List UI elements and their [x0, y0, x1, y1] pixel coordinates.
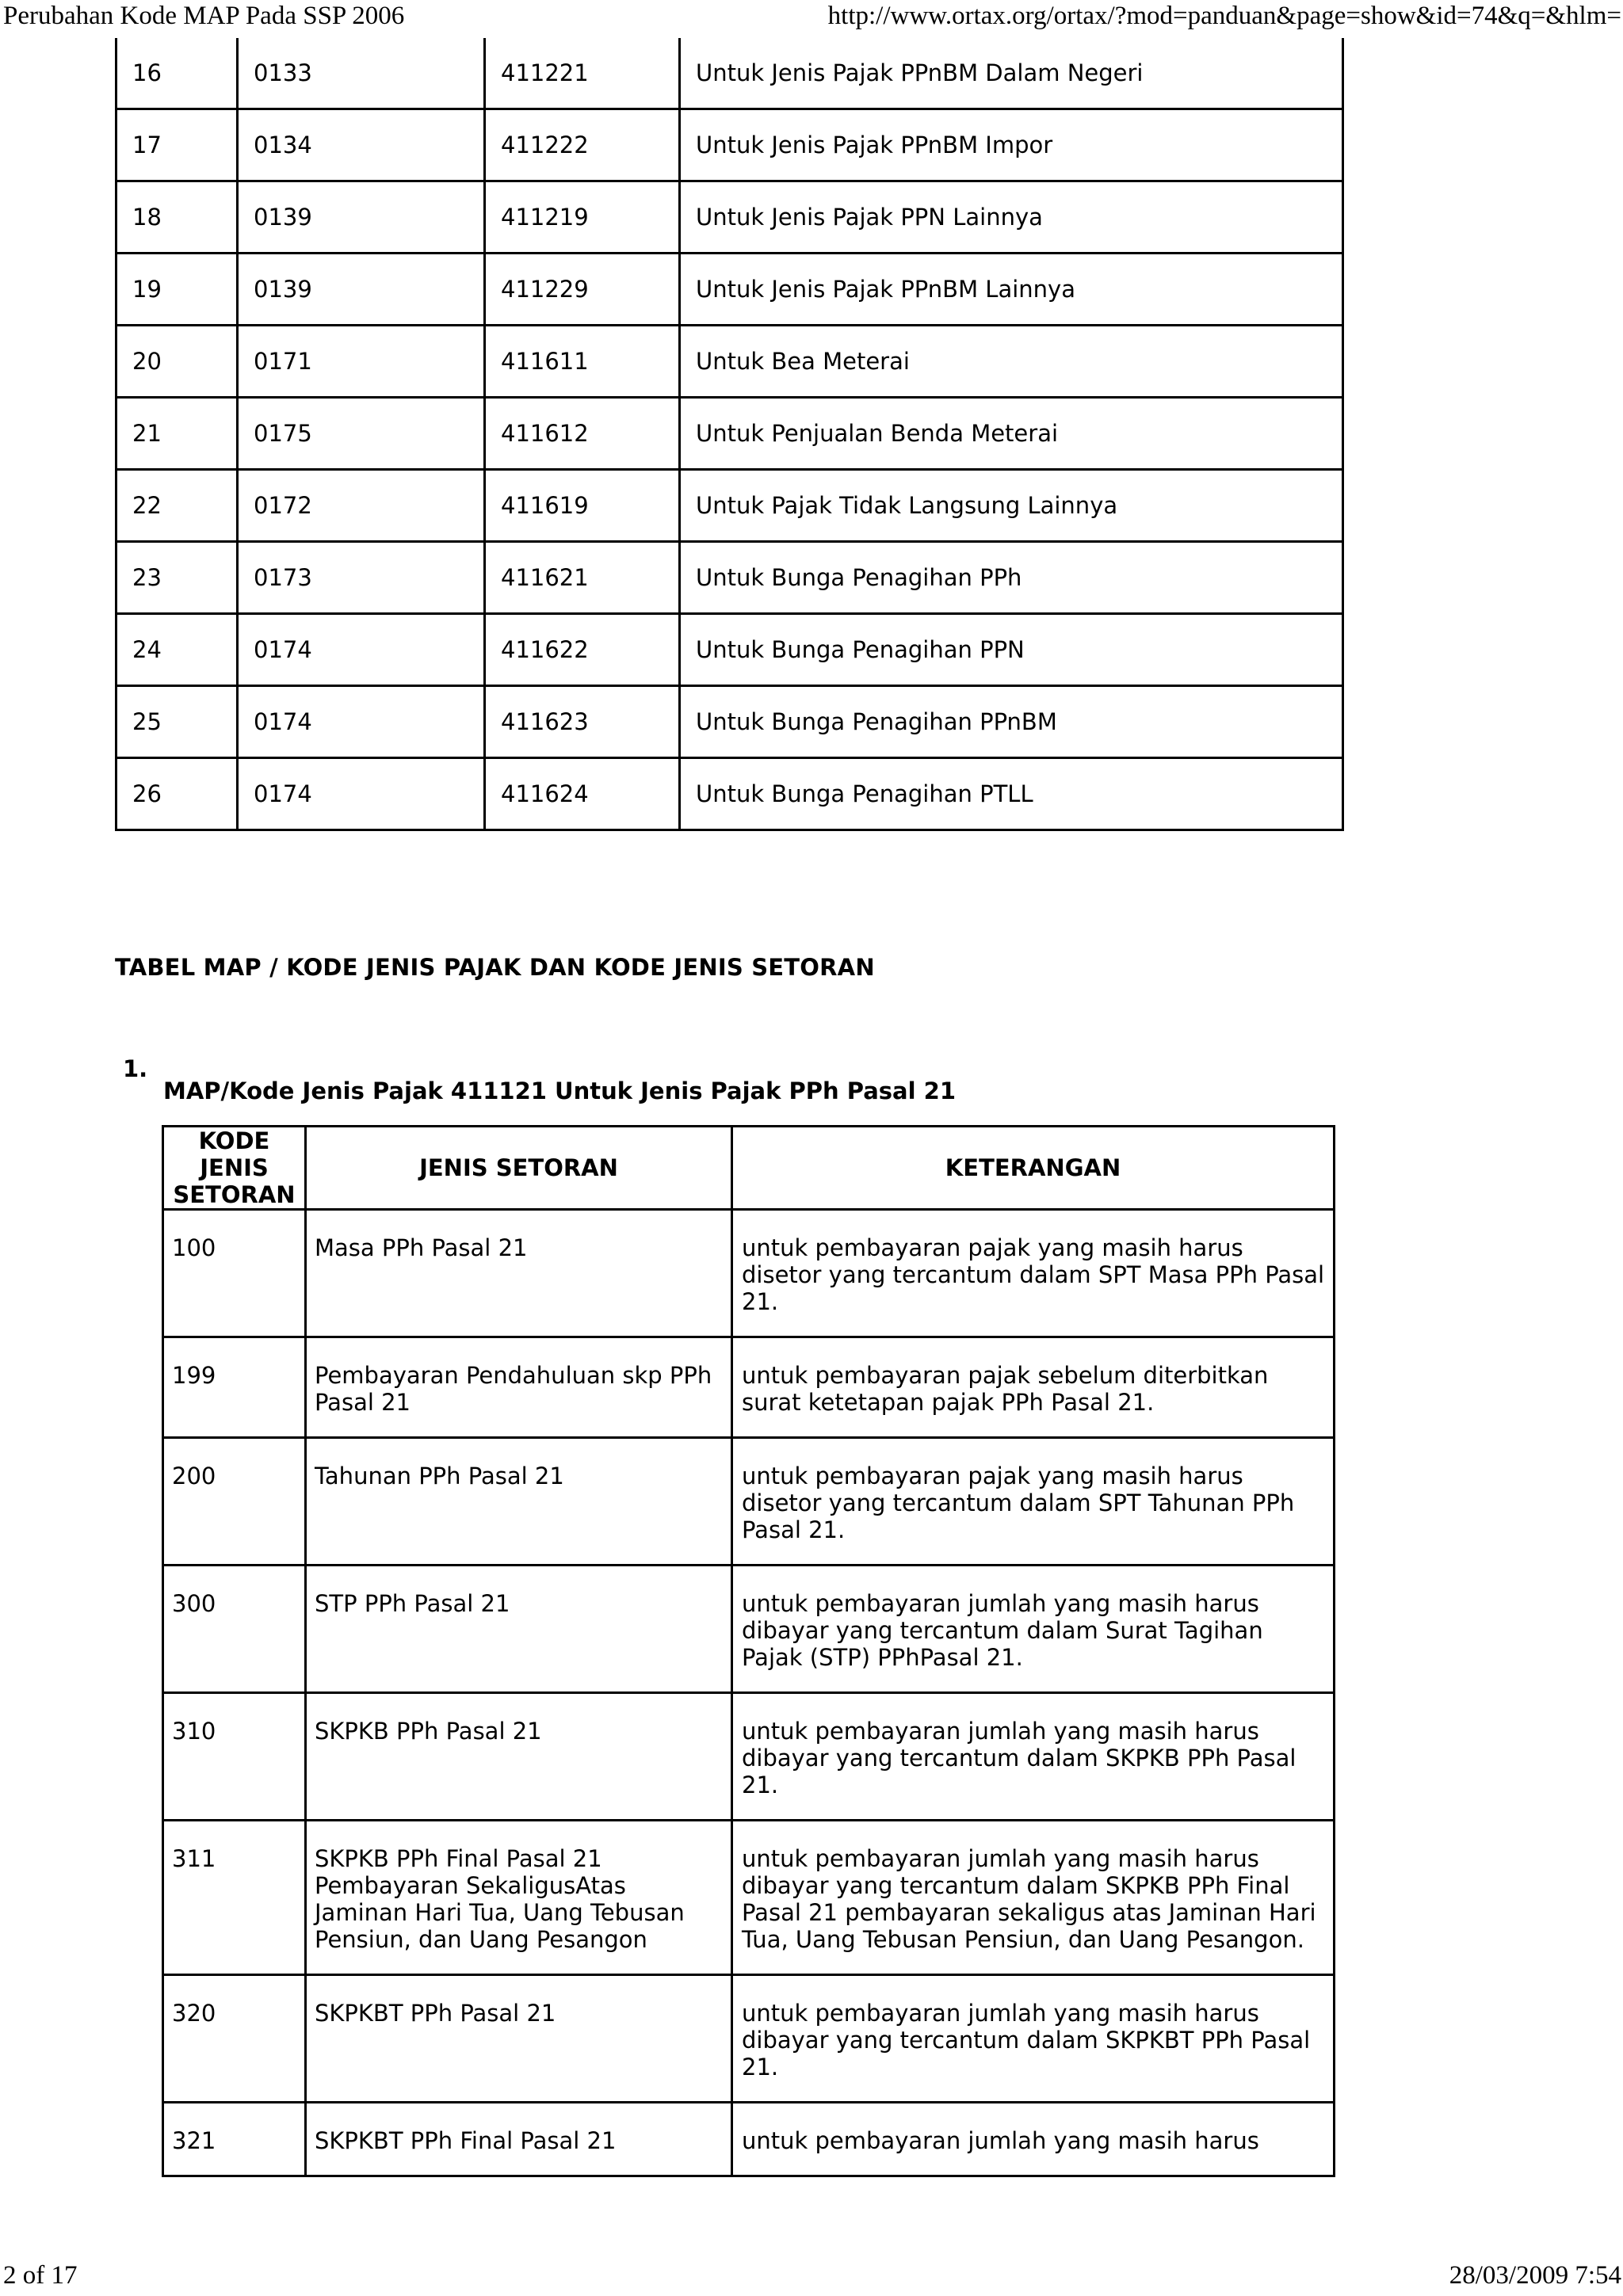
table-row [163, 1975, 1335, 2103]
cell-kode-akun: 0175 [238, 398, 485, 470]
cell-kode-map: 411222 [485, 109, 680, 181]
cell-row-number: 16 [116, 38, 238, 109]
table-row [163, 1693, 1335, 1821]
setoran-table-container [162, 1125, 1335, 2203]
cell-keterangan: untuk pembayaran jumlah yang masih harus dibayar yang tercantum dalam SKPKBT PPh Pasal 21. [732, 1975, 1335, 2103]
cell-kode-akun: 0174 [238, 686, 485, 758]
table-row [116, 38, 1343, 109]
cell-keterangan: untuk pembayaran pajak yang masih harus disetor yang tercantum dalam SPT Tahunan PPh Pasal 21. [732, 1438, 1335, 1566]
cell-keterangan: Untuk Bunga Penagihan PTLL [680, 758, 1343, 830]
cell-keterangan: untuk pembayaran jumlah yang masih harus dibayar yang tercantum dalam SKPKB PPh Pasal 21. [732, 1693, 1335, 1821]
table-row [163, 1337, 1335, 1438]
header-keterangan: KETERANGAN [732, 1127, 1335, 1210]
cell-keterangan: untuk pembayaran jumlah yang masih harus dibayar yang tercantum dalam SKPKB PPh Final Pasal 21 pembayaran sekaligus atas Jaminan Hari Tua, Uang Tebusan Pensiun, dan Uang Pesangon. [732, 1821, 1335, 1975]
cell-kode-map: 411624 [485, 758, 680, 830]
setoran-table-header [163, 1127, 1335, 1210]
cell-keterangan: Untuk Penjualan Benda Meterai [680, 398, 1343, 470]
cell-kode-akun: 0133 [238, 38, 485, 109]
page-header-url: http://www.ortax.org/ortax/?mod=panduan&page=show&id=74&q=&hlm= [827, 2, 1621, 30]
map-table-container [115, 59, 1343, 881]
cell-row-number: 21 [116, 398, 238, 470]
header-kode-jenis-setoran: KODE JENIS SETORAN [163, 1127, 306, 1210]
page-footer-page-number: 2 of 17 [3, 2261, 78, 2290]
table-row [116, 686, 1343, 758]
cell-kode-jenis-setoran: 310 [163, 1693, 306, 1821]
cell-keterangan: untuk pembayaran pajak yang masih harus disetor yang tercantum dalam SPT Masa PPh Pasal 21. [732, 1210, 1335, 1337]
cell-kode-jenis-setoran: 199 [163, 1337, 306, 1438]
table-row [116, 470, 1343, 542]
cell-kode-akun: 0139 [238, 254, 485, 326]
cell-jenis-setoran: Tahunan PPh Pasal 21 [306, 1438, 732, 1566]
table-row [163, 1566, 1335, 1693]
table-row [116, 542, 1343, 614]
cell-row-number: 22 [116, 470, 238, 542]
page-header-title: Perubahan Kode MAP Pada SSP 2006 [3, 2, 405, 30]
cell-keterangan: Untuk Jenis Pajak PPN Lainnya [680, 181, 1343, 254]
cell-kode-map: 411621 [485, 542, 680, 614]
cell-keterangan: Untuk Bunga Penagihan PPnBM [680, 686, 1343, 758]
cell-kode-jenis-setoran: 311 [163, 1821, 306, 1975]
map-table [115, 38, 1344, 831]
cell-keterangan: Untuk Jenis Pajak PPnBM Impor [680, 109, 1343, 181]
cell-kode-map: 411611 [485, 326, 680, 398]
cell-keterangan: Untuk Jenis Pajak PPnBM Dalam Negeri [680, 38, 1343, 109]
table-row [116, 758, 1343, 830]
table-row [116, 109, 1343, 181]
cell-kode-akun: 0172 [238, 470, 485, 542]
list-item-title: MAP/Kode Jenis Pajak 411121 Untuk Jenis Pajak PPh Pasal 21 [163, 1077, 957, 1104]
section-title: TABEL MAP / KODE JENIS PAJAK DAN KODE JENIS SETORAN [115, 954, 875, 981]
cell-row-number: 17 [116, 109, 238, 181]
cell-kode-map: 411229 [485, 254, 680, 326]
table-row [163, 2103, 1335, 2176]
cell-row-number: 25 [116, 686, 238, 758]
cell-row-number: 24 [116, 614, 238, 686]
table-row [116, 254, 1343, 326]
cell-keterangan: Untuk Bea Meterai [680, 326, 1343, 398]
cell-keterangan: Untuk Jenis Pajak PPnBM Lainnya [680, 254, 1343, 326]
table-row [116, 398, 1343, 470]
cell-row-number: 23 [116, 542, 238, 614]
header-jenis-setoran: JENIS SETORAN [306, 1127, 732, 1210]
cell-kode-akun: 0171 [238, 326, 485, 398]
cell-kode-akun: 0174 [238, 758, 485, 830]
table-row [163, 1438, 1335, 1566]
table-row [116, 614, 1343, 686]
page-footer-timestamp: 28/03/2009 7:54 [1449, 2261, 1621, 2290]
cell-kode-jenis-setoran: 100 [163, 1210, 306, 1337]
cell-kode-jenis-setoran: 200 [163, 1438, 306, 1566]
cell-keterangan: Untuk Pajak Tidak Langsung Lainnya [680, 470, 1343, 542]
cell-kode-akun: 0174 [238, 614, 485, 686]
cell-keterangan: untuk pembayaran pajak sebelum diterbitkan surat ketetapan pajak PPh Pasal 21. [732, 1337, 1335, 1438]
cell-kode-map: 411612 [485, 398, 680, 470]
cell-keterangan: Untuk Bunga Penagihan PPN [680, 614, 1343, 686]
cell-jenis-setoran: SKPKBT PPh Pasal 21 [306, 1975, 732, 2103]
cell-jenis-setoran: SKPKB PPh Pasal 21 [306, 1693, 732, 1821]
cell-row-number: 19 [116, 254, 238, 326]
cell-jenis-setoran: Pembayaran Pendahuluan skp PPh Pasal 21 [306, 1337, 732, 1438]
cell-kode-jenis-setoran: 300 [163, 1566, 306, 1693]
cell-jenis-setoran: SKPKB PPh Final Pasal 21 Pembayaran SekaligusAtas Jaminan Hari Tua, Uang Tebusan Pensiun, dan Uang Pesangon [306, 1821, 732, 1975]
table-row [116, 326, 1343, 398]
cell-kode-map: 411622 [485, 614, 680, 686]
setoran-table [162, 1125, 1335, 2177]
table-row [116, 181, 1343, 254]
cell-kode-jenis-setoran: 321 [163, 2103, 306, 2176]
cell-kode-map: 411623 [485, 686, 680, 758]
cell-kode-akun: 0139 [238, 181, 485, 254]
cell-row-number: 20 [116, 326, 238, 398]
cell-kode-akun: 0134 [238, 109, 485, 181]
table-row [163, 1210, 1335, 1337]
cell-keterangan: Untuk Bunga Penagihan PPh [680, 542, 1343, 614]
table-row [163, 1821, 1335, 1975]
cell-jenis-setoran: STP PPh Pasal 21 [306, 1566, 732, 1693]
cell-jenis-setoran: Masa PPh Pasal 21 [306, 1210, 732, 1337]
cell-keterangan: untuk pembayaran jumlah yang masih harus [732, 2103, 1335, 2176]
list-item-number: 1. [123, 1055, 148, 1082]
cell-row-number: 26 [116, 758, 238, 830]
cell-keterangan: untuk pembayaran jumlah yang masih harus dibayar yang tercantum dalam Surat Tagihan Pajak (STP) PPhPasal 21. [732, 1566, 1335, 1693]
cell-kode-map: 411619 [485, 470, 680, 542]
cell-row-number: 18 [116, 181, 238, 254]
cell-kode-map: 411219 [485, 181, 680, 254]
cell-jenis-setoran: SKPKBT PPh Final Pasal 21 [306, 2103, 732, 2176]
cell-kode-jenis-setoran: 320 [163, 1975, 306, 2103]
cell-kode-akun: 0173 [238, 542, 485, 614]
cell-kode-map: 411221 [485, 38, 680, 109]
